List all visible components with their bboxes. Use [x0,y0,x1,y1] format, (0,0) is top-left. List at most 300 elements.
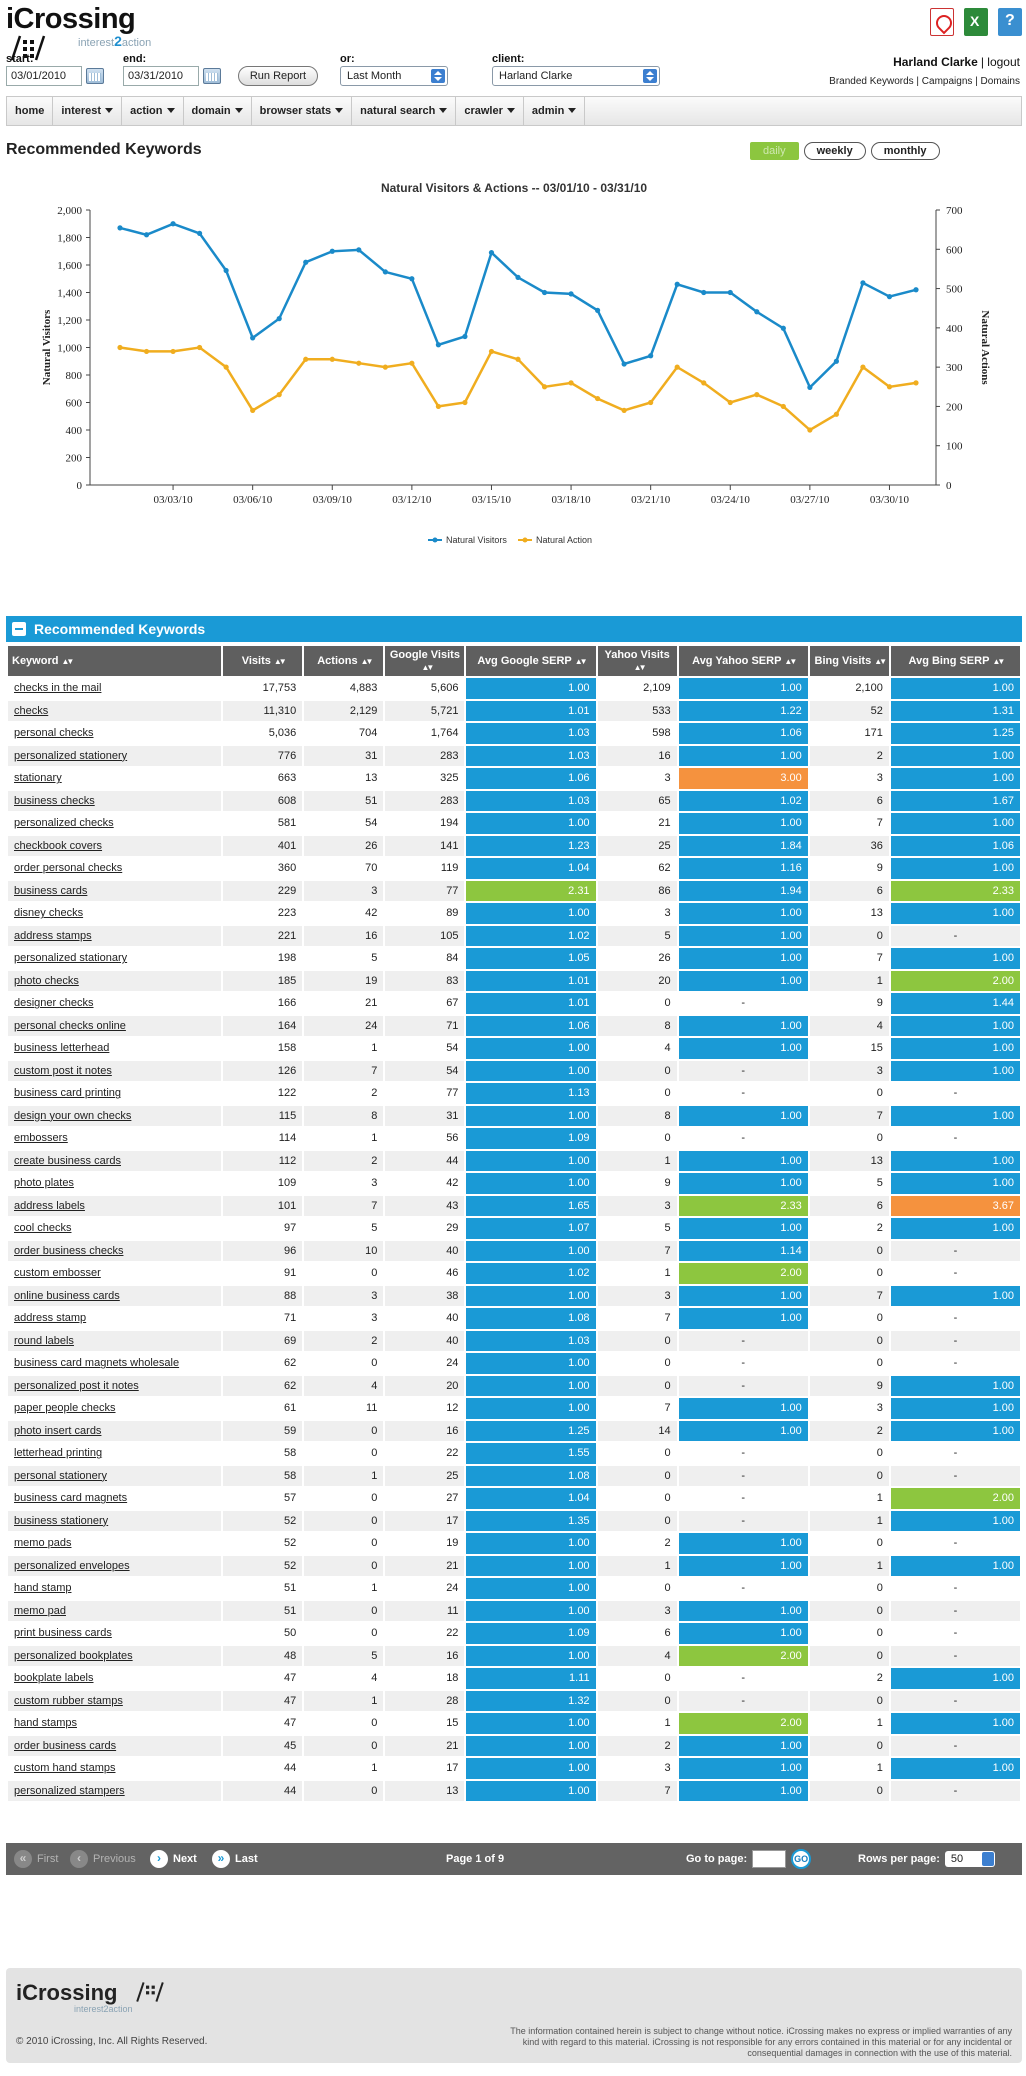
table-cell: 1.00 [679,1398,808,1419]
table-cell: 2.31 [466,881,595,902]
keyword-link[interactable]: business checks [8,791,221,812]
table-cell: 1.00 [466,1736,595,1757]
keyword-link[interactable]: photo insert cards [8,1421,221,1442]
table-cell: 3 [304,1308,383,1329]
table-cell: 24 [385,1578,464,1599]
legend-label: Natural Action [536,535,593,545]
series-natural-visitors-point [754,309,759,314]
table-cell: - [679,1353,808,1374]
table-cell: 11 [385,1601,464,1622]
start-label: start: [6,53,34,65]
column-header-actions[interactable]: Actions ▲▼ [304,646,383,676]
collapse-icon[interactable] [12,622,26,636]
table-cell: 1.00 [466,1106,595,1127]
table-cell: 26 [598,948,677,969]
table-cell: 1.00 [891,813,1020,834]
table-cell: - [891,1601,1020,1622]
table-cell: 4 [598,1038,677,1059]
keyword-link[interactable]: stationary [8,768,221,789]
visitors-actions-chart [6,172,1022,562]
y2-tick-label: 500 [946,283,963,296]
table-row [8,993,1020,1014]
table-cell: 1.00 [891,1668,1020,1689]
series-natural-action-point [515,357,520,362]
pdf-export-icon[interactable] [930,8,954,36]
end-label: end: [123,53,147,65]
table-cell: 0 [304,1488,383,1509]
goto-label: Go to page: [686,1853,748,1865]
table-cell: 1.00 [466,1038,595,1059]
table-cell: 1.02 [679,791,808,812]
x-tick-label: 03/12/10 [392,494,432,506]
y2-axis-label: Natural Actions [979,310,991,385]
table-cell: 0 [810,1646,889,1667]
client-select-value: Harland Clarke [499,70,573,82]
table-cell: 21 [385,1736,464,1757]
table-cell: 5,036 [223,723,302,744]
table-cell: 1.00 [466,1398,595,1419]
table-cell: 52 [223,1511,302,1532]
end-calendar-icon[interactable] [203,68,221,84]
keyword-link[interactable]: checks [8,701,221,722]
keyword-link[interactable]: personalized stampers [8,1781,221,1802]
series-natural-visitors-point [648,353,653,358]
table-cell: 2.00 [679,1646,808,1667]
table-cell: 10 [304,1241,383,1262]
keyword-link[interactable]: design your own checks [8,1106,221,1127]
keyword-link[interactable]: checks in the mail [8,678,221,699]
table-cell: 5 [304,948,383,969]
table-cell: 48 [223,1646,302,1667]
table-cell: 1.11 [466,1668,595,1689]
table-row [8,1308,1020,1329]
y-tick-label: 800 [65,370,82,382]
column-header-keyword[interactable]: Keyword ▲▼ [8,646,221,676]
series-natural-visitors-point [383,269,388,274]
client-select[interactable] [492,66,660,86]
table-cell: 40 [385,1241,464,1262]
last-page-button[interactable]: » Last [212,1850,258,1868]
goto-page-input[interactable] [752,1850,786,1868]
table-cell: 3.00 [679,768,808,789]
table-cell: - [679,1668,808,1689]
daily-button[interactable]: daily [750,142,799,160]
column-header-avg-yahoo-serp[interactable]: Avg Yahoo SERP ▲▼ [679,646,808,676]
keyword-link[interactable]: address stamp [8,1308,221,1329]
table-cell: 1 [810,1556,889,1577]
table-cell: 2.33 [679,1196,808,1217]
keyword-link[interactable]: business cards [8,881,221,902]
table-cell: 2.00 [891,971,1020,992]
table-cell: 1.00 [891,1398,1020,1419]
y2-tick-label: 300 [946,362,963,375]
nav-item-crawler[interactable] [456,97,524,125]
table-row [8,836,1020,857]
table-cell: 1.00 [466,1533,595,1554]
sort-icon: ▲▼ [633,662,644,672]
caret-down-icon [335,108,343,113]
table-cell: 1 [304,1578,383,1599]
table-cell: 5,721 [385,701,464,722]
table-cell: 1.00 [891,948,1020,969]
keyword-link[interactable]: personal stationery [8,1466,221,1487]
series-natural-action-point [807,427,812,432]
table-cell: 3 [598,1758,677,1779]
keyword-link[interactable]: designer checks [8,993,221,1014]
series-natural-visitors-point [807,385,812,390]
keyword-link[interactable]: hand stamps [8,1713,221,1734]
keyword-link[interactable]: order business cards [8,1736,221,1757]
table-cell: - [679,1578,808,1599]
table-row [8,1241,1020,1262]
nav-item-admin[interactable] [524,97,585,125]
table-cell: 1.00 [679,1016,808,1037]
first-page-button[interactable]: « First [14,1850,58,1868]
table-cell: 24 [385,1353,464,1374]
x-tick-label: 03/06/10 [233,494,273,506]
table-cell: 1.67 [891,791,1020,812]
next-page-button[interactable]: › Next [150,1850,197,1868]
table-cell: 24 [304,1016,383,1037]
table-cell: 3.67 [891,1196,1020,1217]
table-cell: 1.00 [679,1781,808,1802]
keyword-link[interactable]: business card printing [8,1083,221,1104]
column-header-google-visits[interactable]: Google Visits▲▼ [385,646,464,676]
table-cell: 1.00 [466,1286,595,1307]
x-tick-label: 03/27/10 [790,494,830,506]
table-cell: 1.02 [466,1263,595,1284]
table-cell: 1.00 [466,1601,595,1622]
series-natural-visitors-point [781,326,786,331]
excel-export-icon[interactable] [964,8,988,36]
keyword-link[interactable]: business letterhead [8,1038,221,1059]
keyword-link[interactable]: photo plates [8,1173,221,1194]
table-cell: 112 [223,1151,302,1172]
help-icon[interactable] [998,8,1022,36]
table-cell: 1.00 [891,1556,1020,1577]
table-row [8,903,1020,924]
table-cell: 1.00 [891,1061,1020,1082]
y-tick-label: 600 [65,397,82,410]
keyword-link[interactable]: personalized stationary [8,948,221,969]
table-cell: 40 [385,1308,464,1329]
table-cell: 1.14 [679,1241,808,1262]
x-tick-label: 03/15/10 [471,494,512,506]
keyword-link[interactable]: disney checks [8,903,221,924]
table-cell: 1.00 [679,926,808,947]
table-cell: 1.00 [466,1061,595,1082]
sort-icon: ▲▼ [574,656,585,666]
table-cell: 1.06 [679,723,808,744]
table-cell: 0 [810,1533,889,1554]
keyword-link[interactable]: personalized bookplates [8,1646,221,1667]
run-report-button[interactable]: Run Report [238,66,318,86]
keyword-link[interactable]: online business cards [8,1286,221,1307]
table-cell: 0 [598,1353,677,1374]
keyword-link[interactable]: cool checks [8,1218,221,1239]
y-tick-label: 1,000 [57,342,82,355]
table-row [8,1646,1020,1667]
keyword-link[interactable]: personalized stationery [8,746,221,767]
table-cell: 7 [810,1286,889,1307]
double-chevron-left-icon: « [14,1850,32,1868]
table-cell: 1 [810,1758,889,1779]
keyword-link[interactable]: order personal checks [8,858,221,879]
table-cell: 0 [598,1128,677,1149]
weekly-button[interactable]: weekly [804,142,866,160]
keyword-link[interactable]: personal checks online [8,1016,221,1037]
series-natural-action-point [887,384,892,389]
table-cell: - [891,1331,1020,1352]
table-cell: 1 [810,1488,889,1509]
footer [6,1968,1022,2063]
table-cell: 1.25 [466,1421,595,1442]
table-cell: 97 [223,1218,302,1239]
rows-per-page-select[interactable]: 50 [945,1851,995,1867]
table-cell: 69 [223,1331,302,1352]
table-row [8,791,1020,812]
table-cell: 360 [223,858,302,879]
table-cell: 3 [810,768,889,789]
column-header-avg-google-serp[interactable]: Avg Google SERP ▲▼ [466,646,595,676]
series-natural-visitors-point [197,231,202,236]
table-cell: 1 [598,1713,677,1734]
series-natural-visitors-point [860,280,865,285]
table-row [8,971,1020,992]
previous-page-button[interactable]: ‹ Previous [70,1850,136,1868]
table-row [8,1376,1020,1397]
column-header-yahoo-visits[interactable]: Yahoo Visits▲▼ [598,646,677,676]
table-cell: 58 [223,1466,302,1487]
logo-tagline: interest2action [78,33,152,49]
table-cell: - [891,1083,1020,1104]
table-cell: 28 [385,1691,464,1712]
table-cell: 3 [598,903,677,924]
nav-item-label: home [15,105,45,117]
table-cell: 1 [810,1511,889,1532]
nav-item-natural-search[interactable] [352,97,456,125]
nav-item-label: browser stats [259,105,332,117]
table-cell: 0 [598,1511,677,1532]
legend-marker [523,538,528,543]
table-cell: 1 [598,1263,677,1284]
go-button[interactable]: GO [791,1849,811,1869]
logout-link[interactable]: logout [987,55,1020,69]
table-cell: 2.00 [679,1263,808,1284]
column-header-avg-bing-serp[interactable]: Avg Bing SERP ▲▼ [891,646,1020,676]
table-cell: 16 [598,746,677,767]
table-cell: 65 [598,791,677,812]
table-cell: 17 [385,1758,464,1779]
table-cell: 13 [304,768,383,789]
table-row [8,1398,1020,1419]
table-cell: 6 [810,791,889,812]
table-cell: 185 [223,971,302,992]
keyword-link[interactable]: business stationery [8,1511,221,1532]
table-cell: 4,883 [304,678,383,699]
nav-item-interest[interactable] [53,97,122,125]
column-header-visits[interactable]: Visits ▲▼ [223,646,302,676]
table-cell: 1.00 [891,1758,1020,1779]
table-cell: 3 [810,1398,889,1419]
nav-item-home[interactable] [7,97,53,125]
table-cell: 1.23 [466,836,595,857]
keyword-link[interactable]: address labels [8,1196,221,1217]
table-cell: - [679,1376,808,1397]
keyword-link[interactable]: print business cards [8,1623,221,1644]
table-header-bar[interactable] [6,616,1022,642]
keyword-link[interactable]: memo pad [8,1601,221,1622]
table-cell: 1.00 [891,1286,1020,1307]
end-date-input[interactable]: 03/31/2010 [123,66,199,86]
table-cell: 0 [304,1421,383,1442]
icrossing-logo[interactable] [6,3,166,49]
period-toggle [750,142,940,160]
table-cell: 7 [598,1781,677,1802]
table-cell: 6 [598,1623,677,1644]
table-cell: 1.03 [466,723,595,744]
table-cell: 0 [810,1578,889,1599]
table-cell: 0 [598,1376,677,1397]
series-natural-action-point [170,349,175,354]
series-natural-action-point [913,380,918,385]
table-cell: 2 [810,1218,889,1239]
table-cell: 0 [810,1443,889,1464]
keyword-link[interactable]: address stamps [8,926,221,947]
keyword-link[interactable]: bookplate labels [8,1668,221,1689]
table-row [8,723,1020,744]
account-links[interactable]: Branded Keywords | Campaigns | Domains [829,76,1020,87]
table-cell: 2 [304,1151,383,1172]
table-cell: 40 [385,1331,464,1352]
legend-label: Natural Visitors [446,535,507,545]
table-row [8,948,1020,969]
table-cell: 42 [304,903,383,924]
table-cell: 1.16 [679,858,808,879]
table-cell: 0 [304,1263,383,1284]
nav-item-domain[interactable] [184,97,252,125]
table-cell: - [891,926,1020,947]
table-cell: 0 [598,1443,677,1464]
keyword-link[interactable]: order business checks [8,1241,221,1262]
table-cell: 1.00 [891,1218,1020,1239]
keyword-link[interactable]: memo pads [8,1533,221,1554]
table-cell: 1.00 [679,813,808,834]
nav-item-browser-stats[interactable] [252,97,353,125]
table-cell: 1.02 [466,926,595,947]
column-header-bing-visits[interactable]: Bing Visits ▲▼ [810,646,889,676]
keyword-link[interactable]: custom rubber stamps [8,1691,221,1712]
keyword-link[interactable]: custom post it notes [8,1061,221,1082]
or-label: or: [340,53,355,65]
table-cell: 50 [223,1623,302,1644]
table-cell: 1.00 [679,1151,808,1172]
table-cell: 1.00 [466,1713,595,1734]
select-arrows-icon [982,1852,994,1866]
table-cell: 105 [385,926,464,947]
table-cell: 0 [810,1353,889,1374]
keyword-link[interactable]: personal checks [8,723,221,744]
table-cell: 2 [304,1331,383,1352]
keyword-link[interactable]: paper people checks [8,1398,221,1419]
table-cell: 1.00 [466,1781,595,1802]
table-cell: 115 [223,1106,302,1127]
keyword-link[interactable]: create business cards [8,1151,221,1172]
y-tick-label: 1,600 [57,260,82,272]
keyword-link[interactable]: embossers [8,1128,221,1149]
table-cell: 29 [385,1218,464,1239]
table-cell: 0 [598,1331,677,1352]
keyword-link[interactable]: custom embosser [8,1263,221,1284]
table-row [8,1038,1020,1059]
table-cell: 158 [223,1038,302,1059]
table-row [8,1511,1020,1532]
table-cell: 22 [385,1443,464,1464]
keywords-table [6,644,1022,1803]
table-row [8,1196,1020,1217]
keyword-link[interactable]: custom hand stamps [8,1758,221,1779]
keyword-link[interactable]: business card magnets [8,1488,221,1509]
table-row [8,1781,1020,1802]
start-date-input[interactable]: 03/01/2010 [6,66,82,86]
table-cell: 4 [598,1646,677,1667]
keyword-link[interactable]: business card magnets wholesale [8,1353,221,1374]
keyword-link[interactable]: personalized envelopes [8,1556,221,1577]
series-natural-action-point [622,408,627,413]
table-cell: 0 [810,1601,889,1622]
series-natural-action-point [781,404,786,409]
series-natural-visitors-point [170,221,175,226]
table-cell: 16 [304,926,383,947]
keyword-link[interactable]: photo checks [8,971,221,992]
table-cell: 101 [223,1196,302,1217]
keyword-link[interactable]: round labels [8,1331,221,1352]
table-cell: 26 [304,836,383,857]
table-cell: - [679,1466,808,1487]
start-calendar-icon[interactable] [86,68,104,84]
table-cell: 9 [810,993,889,1014]
period-select[interactable] [340,66,448,86]
keyword-link[interactable]: hand stamp [8,1578,221,1599]
table-cell: 1.00 [679,746,808,767]
table-cell: 38 [385,1286,464,1307]
table-cell: 51 [223,1601,302,1622]
table-cell: 52 [810,701,889,722]
table-cell: 13 [810,903,889,924]
keyword-link[interactable]: personalized checks [8,813,221,834]
table-row [8,1691,1020,1712]
table-cell: 1 [598,1556,677,1577]
keyword-link[interactable]: personalized post it notes [8,1376,221,1397]
table-row [8,1263,1020,1284]
table-cell: 9 [598,1173,677,1194]
footer-tagline: interest2action [74,2004,133,2014]
table-cell: 17,753 [223,678,302,699]
keyword-link[interactable]: letterhead printing [8,1443,221,1464]
table-cell: 7 [598,1241,677,1262]
series-natural-action-point [383,365,388,370]
keyword-link[interactable]: checkbook covers [8,836,221,857]
table-cell: 1.03 [466,1331,595,1352]
table-cell: 25 [385,1466,464,1487]
table-cell: 1.00 [891,1713,1020,1734]
table-cell: 3 [598,1286,677,1307]
nav-item-action[interactable] [122,97,183,125]
table-cell: 0 [304,1533,383,1554]
table-cell: 1.00 [891,1106,1020,1127]
monthly-button[interactable]: monthly [871,142,940,160]
table-cell: 1.00 [679,678,808,699]
